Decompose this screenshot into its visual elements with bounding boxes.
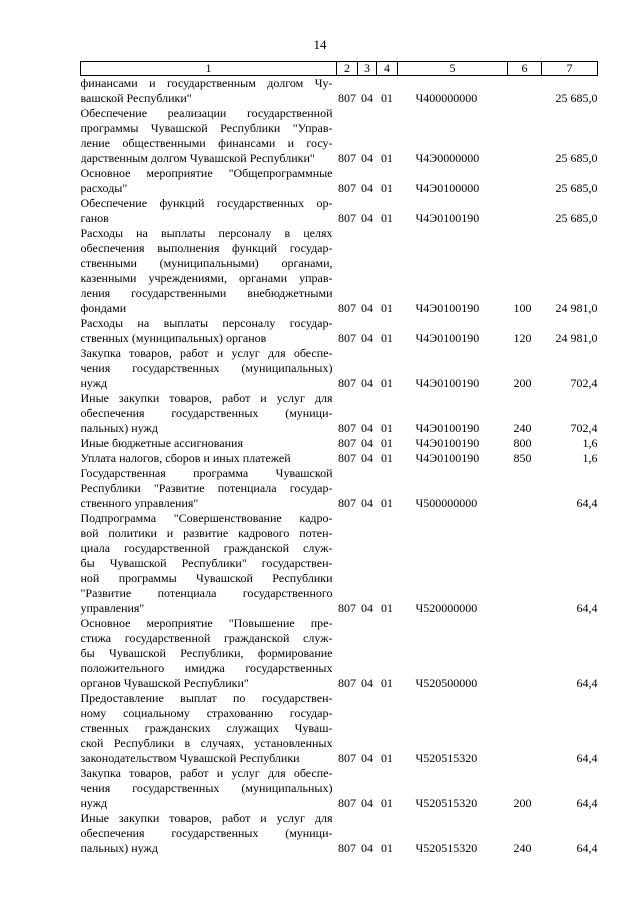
subsection-code: 01 bbox=[381, 451, 393, 465]
section-code: 04 bbox=[361, 601, 373, 615]
target-article-code: Ч520515320 bbox=[415, 751, 478, 765]
description-line: Закупка товаров, работ и услуг для обеспе- bbox=[80, 346, 333, 360]
section-code: 04 bbox=[361, 421, 373, 435]
description-line: ственных (муниципальных) органов bbox=[80, 331, 267, 345]
description-line: Иные бюджетные ассигнования bbox=[80, 436, 243, 450]
description-line: обеспечения государственных (муници- bbox=[80, 826, 333, 840]
subsection-code: 01 bbox=[381, 151, 393, 165]
amount: 64,4 bbox=[576, 496, 598, 510]
amount: 702,4 bbox=[570, 421, 598, 435]
target-article-code: Ч520515320 bbox=[415, 796, 478, 810]
amount: 64,4 bbox=[576, 601, 598, 615]
row-description bbox=[81, 616, 337, 691]
row-description bbox=[81, 166, 337, 196]
subsection-code: 01 bbox=[381, 751, 393, 765]
description-line: пальных) нужд bbox=[80, 841, 158, 855]
description-line: ственного управления" bbox=[80, 496, 199, 510]
table-body bbox=[81, 76, 598, 857]
section-code: 04 bbox=[361, 211, 373, 225]
amount: 25 685,0 bbox=[555, 151, 598, 165]
ministry-code: 807 bbox=[338, 436, 356, 450]
amount: 1,6 bbox=[582, 436, 598, 450]
subsection-code: 01 bbox=[381, 496, 393, 510]
column-header: 2 bbox=[337, 62, 358, 76]
row-description bbox=[81, 316, 337, 346]
description-line: Обеспечение функций государственных ор- bbox=[80, 196, 333, 210]
row-description bbox=[81, 346, 337, 391]
ministry-code: 807 bbox=[338, 796, 356, 810]
target-article-code: Ч4Э0000000 bbox=[415, 151, 480, 165]
row-description bbox=[81, 196, 337, 226]
description-line: фондами bbox=[80, 301, 127, 315]
ministry-code: 807 bbox=[338, 496, 356, 510]
ministry-code: 807 bbox=[338, 331, 356, 345]
description-line: обеспечения государственных (муници- bbox=[80, 406, 333, 420]
description-line: казенными учреждениями, органами управ- bbox=[80, 271, 333, 285]
description-line: вой политики и развитие кадрового потен- bbox=[80, 526, 333, 540]
row-description bbox=[81, 391, 337, 436]
expense-type-code bbox=[508, 76, 542, 107]
ministry-code: 807 bbox=[338, 151, 356, 165]
description-line: ление общественными финансами и госу- bbox=[80, 136, 333, 150]
description-line: пальных) нужд bbox=[80, 421, 158, 435]
description-line: ской Республики в случаях, установленных bbox=[80, 736, 333, 750]
amount: 25 685,0 bbox=[555, 91, 598, 105]
amount: 702,4 bbox=[570, 376, 598, 390]
description-line: бы Чувашской Республики" государствен- bbox=[80, 556, 333, 570]
subsection-code: 01 bbox=[381, 331, 393, 345]
description-line: Республики "Развитие потенциала государ- bbox=[80, 481, 333, 495]
ministry-code: 807 bbox=[338, 91, 356, 105]
expense-type-code bbox=[508, 166, 542, 196]
table-header-row bbox=[81, 62, 598, 76]
section-code: 04 bbox=[361, 796, 373, 810]
section-code: 04 bbox=[361, 301, 373, 315]
description-line: Предоставление выплат по государствен- bbox=[80, 691, 333, 705]
amount: 64,4 bbox=[576, 751, 598, 765]
row-description bbox=[81, 766, 337, 811]
description-line: чения государственных (муниципальных) bbox=[80, 781, 333, 795]
amount: 25 685,0 bbox=[555, 211, 598, 225]
description-line: Подпрограмма "Совершенствование кадро- bbox=[80, 511, 333, 525]
table-row bbox=[81, 811, 598, 856]
table-row bbox=[81, 196, 598, 226]
description-line: вашской Республики" bbox=[80, 91, 192, 105]
subsection-code: 01 bbox=[381, 676, 393, 690]
target-article-code: Ч4Э0100190 bbox=[415, 211, 480, 225]
column-header: 6 bbox=[508, 62, 542, 76]
target-article-code: Ч4Э0100190 bbox=[415, 376, 480, 390]
description-line: Основное мероприятие "Повышение пре- bbox=[80, 616, 333, 630]
description-line: нужд bbox=[80, 796, 108, 810]
description-line: Уплата налогов, сборов и иных платежей bbox=[80, 451, 291, 465]
table-row bbox=[81, 226, 598, 316]
amount: 24 981,0 bbox=[555, 301, 598, 315]
target-article-code: Ч400000000 bbox=[415, 91, 478, 105]
description-line: Иные закупки товаров, работ и услуг для bbox=[80, 811, 333, 825]
subsection-code: 01 bbox=[381, 841, 393, 855]
target-article-code: Ч4Э0100000 bbox=[415, 181, 480, 195]
description-line: финансами и государственным долгом Чу- bbox=[80, 76, 333, 90]
expense-type-code: 240 bbox=[513, 421, 532, 435]
description-line: управления" bbox=[80, 601, 145, 615]
row-description bbox=[81, 436, 337, 451]
target-article-code: Ч500000000 bbox=[415, 496, 478, 510]
ministry-code: 807 bbox=[338, 841, 356, 855]
description-line: дарственным долгом Чувашской Республики" bbox=[80, 151, 315, 165]
amount: 64,4 bbox=[576, 796, 598, 810]
target-article-code: Ч520000000 bbox=[415, 601, 478, 615]
description-line: Закупка товаров, работ и услуг для обеспе- bbox=[80, 766, 333, 780]
target-article-code: Ч4Э0100190 bbox=[415, 301, 480, 315]
description-line: Основное мероприятие "Общепрограммные bbox=[80, 166, 333, 180]
row-description bbox=[81, 691, 337, 766]
table-row bbox=[81, 106, 598, 166]
row-description bbox=[81, 76, 337, 107]
target-article-code: Ч520500000 bbox=[415, 676, 478, 690]
section-code: 04 bbox=[361, 436, 373, 450]
expense-type-code: 100 bbox=[513, 301, 532, 315]
row-description bbox=[81, 466, 337, 511]
description-line: циала государственной гражданской служ- bbox=[80, 541, 333, 555]
ministry-code: 807 bbox=[338, 676, 356, 690]
table-row bbox=[81, 436, 598, 451]
description-line: ганов bbox=[80, 211, 109, 225]
ministry-code: 807 bbox=[338, 181, 356, 195]
description-line: Расходы на выплаты персоналу в целях bbox=[80, 226, 333, 240]
row-description bbox=[81, 451, 337, 466]
description-line: положительного имиджа государственных bbox=[80, 661, 333, 675]
expense-type-code: 850 bbox=[513, 451, 532, 465]
expense-type-code bbox=[508, 616, 542, 691]
expense-type-code: 240 bbox=[513, 841, 532, 855]
description-line: Государственная программа Чувашской bbox=[80, 466, 333, 480]
section-code: 04 bbox=[361, 331, 373, 345]
section-code: 04 bbox=[361, 676, 373, 690]
table-row bbox=[81, 316, 598, 346]
amount: 64,4 bbox=[576, 676, 598, 690]
description-line: стижа государственной гражданской служ- bbox=[80, 631, 333, 645]
ministry-code: 807 bbox=[338, 421, 356, 435]
row-description bbox=[81, 811, 337, 856]
table-row bbox=[81, 346, 598, 391]
description-line: законодательством Чувашской Республики bbox=[80, 751, 300, 765]
subsection-code: 01 bbox=[381, 436, 393, 450]
description-line: "Развитие потенциала государственного bbox=[80, 586, 333, 600]
expense-type-code: 200 bbox=[513, 376, 532, 390]
column-header: 1 bbox=[81, 62, 337, 76]
expense-type-code: 800 bbox=[513, 436, 532, 450]
column-header: 5 bbox=[398, 62, 508, 76]
subsection-code: 01 bbox=[381, 376, 393, 390]
section-code: 04 bbox=[361, 451, 373, 465]
table-row bbox=[81, 166, 598, 196]
subsection-code: 01 bbox=[381, 601, 393, 615]
description-line: ственными (муниципальными) органами, bbox=[80, 256, 333, 270]
target-article-code: Ч4Э0100190 bbox=[415, 451, 480, 465]
section-code: 04 bbox=[361, 91, 373, 105]
table-row bbox=[81, 466, 598, 511]
table-row bbox=[81, 76, 598, 107]
subsection-code: 01 bbox=[381, 421, 393, 435]
description-line: Иные закупки товаров, работ и услуг для bbox=[80, 391, 333, 405]
target-article-code: Ч4Э0100190 bbox=[415, 421, 480, 435]
description-line: ному социальному страхованию государ- bbox=[80, 706, 333, 720]
ministry-code: 807 bbox=[338, 751, 356, 765]
target-article-code: Ч4Э0100190 bbox=[415, 331, 480, 345]
amount: 64,4 bbox=[576, 841, 598, 855]
column-header: 4 bbox=[377, 62, 398, 76]
amount: 25 685,0 bbox=[555, 181, 598, 195]
subsection-code: 01 bbox=[381, 211, 393, 225]
ministry-code: 807 bbox=[338, 211, 356, 225]
target-article-code: Ч4Э0100190 bbox=[415, 436, 480, 450]
row-description bbox=[81, 226, 337, 316]
subsection-code: 01 bbox=[381, 301, 393, 315]
subsection-code: 01 bbox=[381, 796, 393, 810]
amount: 1,6 bbox=[582, 451, 598, 465]
expense-type-code bbox=[508, 691, 542, 766]
description-line: программы Чувашской Республики "Управ- bbox=[80, 121, 333, 135]
column-header: 3 bbox=[358, 62, 377, 76]
ministry-code: 807 bbox=[338, 601, 356, 615]
expense-type-code bbox=[508, 106, 542, 166]
subsection-code: 01 bbox=[381, 91, 393, 105]
expense-type-code bbox=[508, 196, 542, 226]
description-line: органов Чувашской Республики" bbox=[80, 676, 249, 690]
expense-type-code: 200 bbox=[513, 796, 532, 810]
expense-type-code: 120 bbox=[513, 331, 532, 345]
table-row bbox=[81, 391, 598, 436]
target-article-code: Ч520515320 bbox=[415, 841, 478, 855]
description-line: Расходы на выплаты персоналу государ- bbox=[80, 316, 333, 330]
subsection-code: 01 bbox=[381, 181, 393, 195]
section-code: 04 bbox=[361, 376, 373, 390]
page-number: 14 bbox=[313, 37, 327, 52]
budget-table bbox=[80, 61, 598, 856]
table-row bbox=[81, 616, 598, 691]
description-line: ления государственными внебюджетными bbox=[80, 286, 333, 300]
section-code: 04 bbox=[361, 841, 373, 855]
table-row bbox=[81, 691, 598, 766]
description-line: ственных гражданских служащих Чуваш- bbox=[80, 721, 333, 735]
section-code: 04 bbox=[361, 181, 373, 195]
table-row bbox=[81, 451, 598, 466]
section-code: 04 bbox=[361, 496, 373, 510]
expense-type-code bbox=[508, 511, 542, 616]
description-line: расходы" bbox=[80, 181, 128, 195]
description-line: ной программы Чувашской Республики bbox=[80, 571, 333, 585]
amount: 24 981,0 bbox=[555, 331, 598, 345]
ministry-code: 807 bbox=[338, 301, 356, 315]
description-line: обеспечения выполнения функций государ- bbox=[80, 241, 333, 255]
table-row bbox=[81, 766, 598, 811]
description-line: Обеспечение реализации государственной bbox=[80, 106, 333, 120]
ministry-code: 807 bbox=[338, 451, 356, 465]
row-description bbox=[81, 106, 337, 166]
column-header: 7 bbox=[542, 62, 598, 76]
expense-type-code bbox=[508, 466, 542, 511]
description-line: бы Чувашской Республики, формирование bbox=[80, 646, 333, 660]
ministry-code: 807 bbox=[338, 376, 356, 390]
table-row bbox=[81, 511, 598, 616]
section-code: 04 bbox=[361, 751, 373, 765]
row-description bbox=[81, 511, 337, 616]
section-code: 04 bbox=[361, 151, 373, 165]
description-line: нужд bbox=[80, 376, 108, 390]
description-line: чения государственных (муниципальных) bbox=[80, 361, 333, 375]
